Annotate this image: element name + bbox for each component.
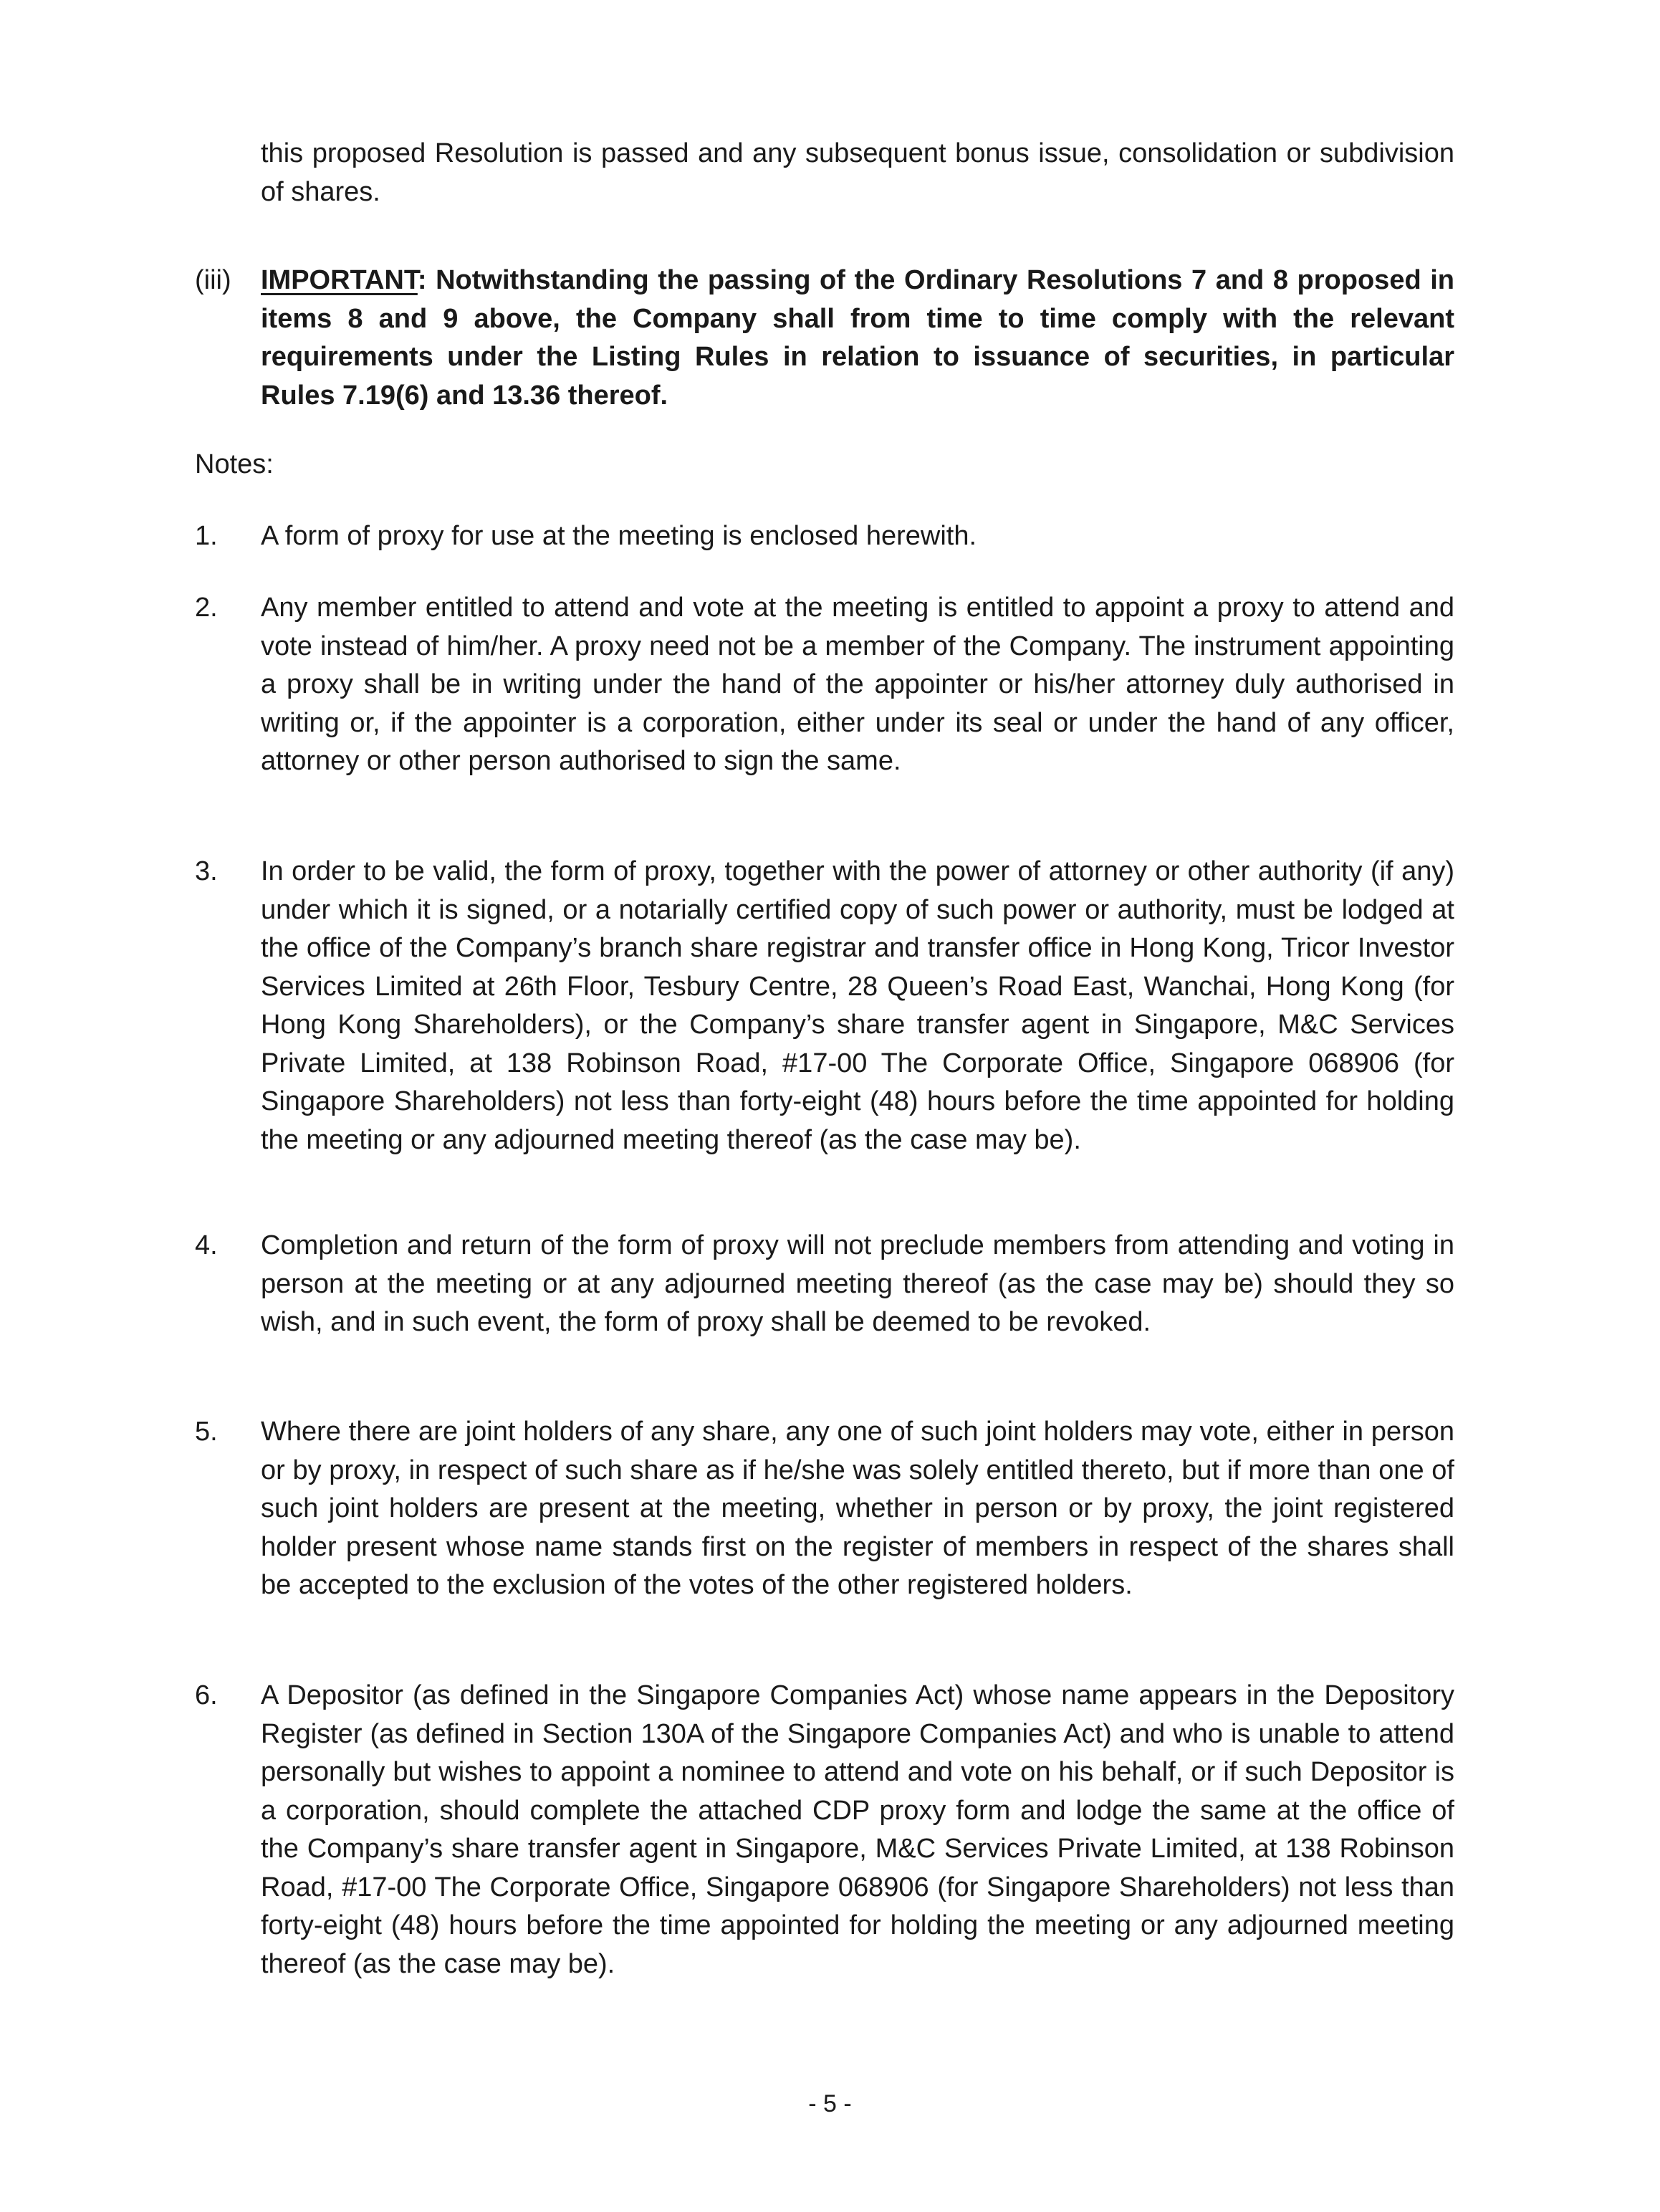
important-colon: : <box>417 265 427 295</box>
note-5-number: 5. <box>195 1417 218 1447</box>
note-1-text: A form of proxy for use at the meeting is enclosed herewith. <box>261 521 977 551</box>
note-6-number: 6. <box>195 1680 218 1710</box>
note-3-text: In order to be valid, the form of proxy, together with the power of attorney or other authority (if any) under which it is signed, or a notarially certified copy of such power or authority, must be lodged at the office of the Company’s branch share registrar and transfer office in Hong Kong, Tricor Investor Services Limited at 26th Floor, Tesbury Centre, 28 Queen’s Road East, Wanchai, Hong Kong (for Hong Kong Shareholders), or the Company’s share transfer agent in Singapore, M&C Services Private Limited, at 138 Robinson Road, #17-00 The Corporate Office, Singapore 068906 (for Singapore Shareholders) not less than forty-eight (48) hours before the time appointed for holding the meeting or any adjourned meeting thereof (as the case may be). <box>261 856 1454 1155</box>
note-2-text: Any member entitled to attend and vote at the meeting is entitled to appoint a proxy to attend and vote instead of him/her. A proxy need not be a member of the Company. The instrument appointing a proxy shall be in writing under the hand of the appointer or his/her attorney duly authorised in writing or, if the appointer is a corporation, either under its seal or under the hand of any officer, attorney or other person authorised to sign the same. <box>261 593 1454 776</box>
note-3-number: 3. <box>195 856 218 886</box>
important-text: Notwithstanding the passing of the Ordinary Resolutions 7 and 8 proposed in items 8 and 9 above, the Company shall from time to time comply with the relevant requirements under the Listing Rules in relation to issuance of securities, in particular Rules 7.19(6) and 13.36 thereof. <box>261 265 1455 411</box>
important-notice <box>261 262 1454 415</box>
important-label: IMPORTANT <box>261 265 418 295</box>
note-5-text: Where there are joint holders of any share, any one of such joint holders may vote, either in person or by proxy, in respect of such share as if he/she was solely entitled thereto, but if more than one of such joint holders are present at the meeting, whether in person or by proxy, the joint registered holder present whose name stands first on the register of members in respect of the shares shall be accepted to the exclusion of the votes of the other registered holders. <box>261 1417 1454 1600</box>
item-iii-marker: (iii) <box>195 265 231 295</box>
note-1-number: 1. <box>195 521 218 551</box>
note-4-number: 4. <box>195 1230 218 1260</box>
notes-heading: Notes: <box>195 449 274 479</box>
note-4-text: Completion and return of the form of proxy will not preclude members from attending and voting in person at the meeting or at any adjourned meeting thereof (as the case may be) should they so wish, and in such event, the form of proxy shall be deemed to be revoked. <box>261 1230 1454 1337</box>
continuation-paragraph: this proposed Resolution is passed and any subsequent bonus issue, consolidation or subdivision of shares. <box>261 138 1454 207</box>
page-number: - 5 - <box>808 2090 852 2117</box>
note-2-number: 2. <box>195 593 218 623</box>
note-6-text: A Depositor (as defined in the Singapore Companies Act) whose name appears in the Depository Register (as defined in Section 130A of the Singapore Companies Act) and who is unable to attend personally but wishes to appoint a nominee to attend and vote on his behalf, or if such Depositor is a corporation, should complete the attached CDP proxy form and lodge the same at the office of the Company’s share transfer agent in Singapore, M&C Services Private Limited, at 138 Robinson Road, #17-00 The Corporate Office, Singapore 068906 (for Singapore Shareholders) not less than forty-eight (48) hours before the time appointed for holding the meeting or any adjourned meeting thereof (as the case may be). <box>261 1680 1454 1979</box>
